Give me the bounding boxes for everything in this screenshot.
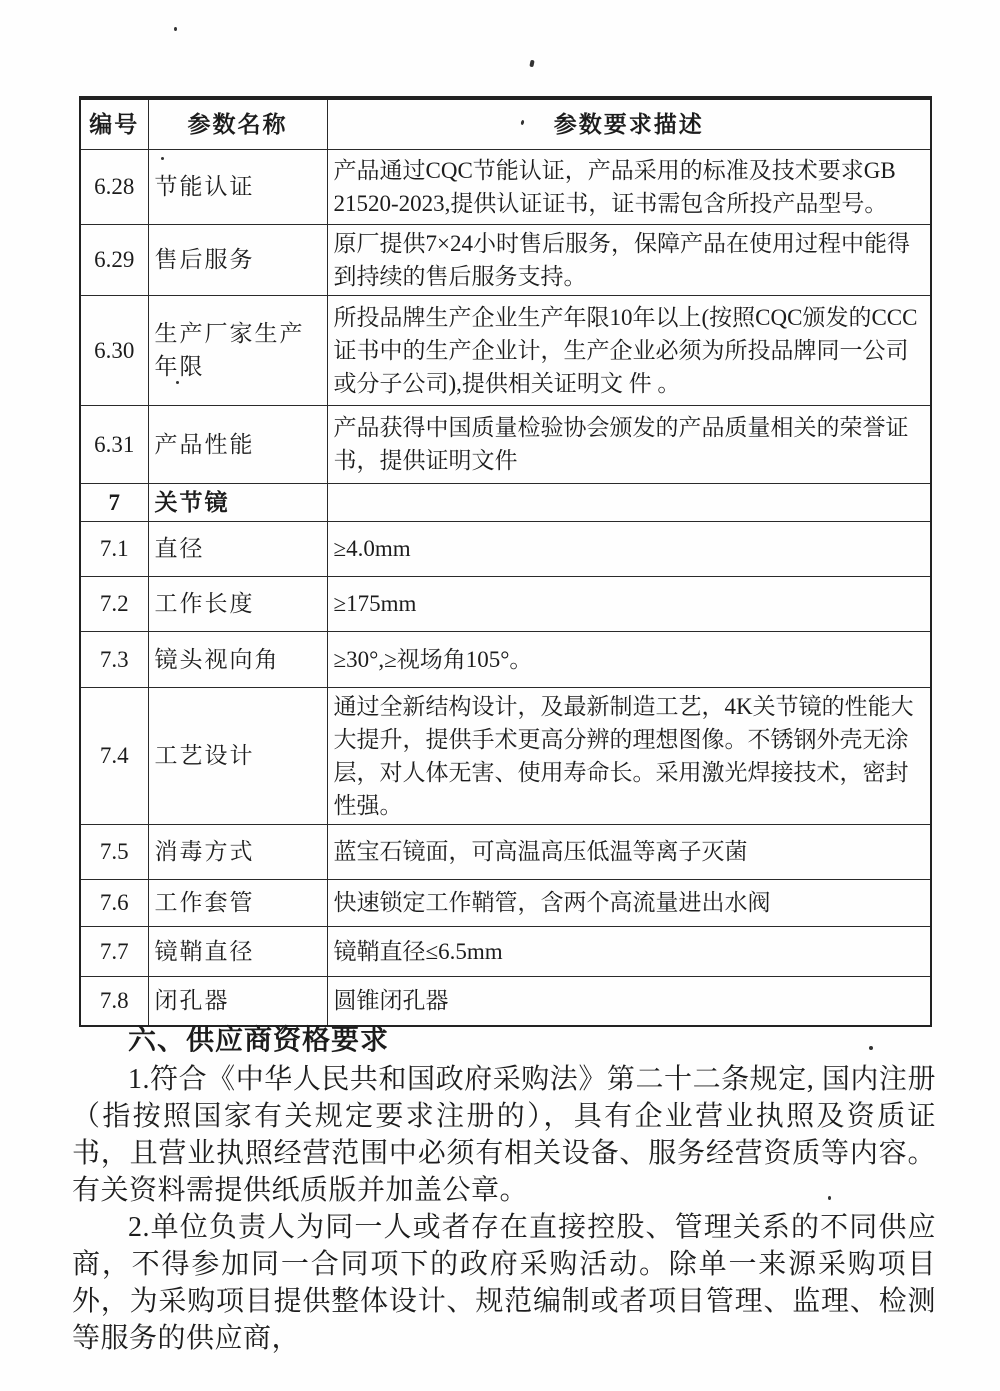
row-desc: 产品获得中国质量检验协会颁发的产品质量相关的荣誉证书，提供证明文件 [327, 405, 931, 483]
row-name: 工作长度 [148, 576, 327, 631]
row-desc: 蓝宝石镜面，可高温高压低温等离子灭菌 [327, 824, 931, 879]
row-desc: 所投品牌生产企业生产年限10年以上(按照CQC颁发的CCC证书中的生产企业计，生产企业必须为所投品牌同一公司或分子公司),提供相关证明文 件 。 [327, 295, 931, 405]
row-desc: 圆锥闭孔器 [327, 976, 931, 1026]
col-header-number: 编号 [80, 98, 148, 149]
row-id: 7 [80, 483, 148, 521]
row-id: 7.2 [80, 576, 148, 631]
row-id: 7.7 [80, 926, 148, 976]
row-name: 生产厂家生产年限 [148, 295, 327, 405]
row-id: 6.28 [80, 149, 148, 224]
spec-table-body [80, 149, 931, 1026]
table-row [80, 149, 931, 224]
row-name: 关节镜 [148, 483, 327, 521]
row-desc: 产品通过CQC节能认证，产品采用的标准及技术要求GB 21520-2023,提供认证证书，证书需包含所投产品型号。 [327, 149, 931, 224]
table-row [80, 224, 931, 295]
row-name: 镜头视向角 [148, 631, 327, 687]
requirement-paragraph-1: 1.符合《中华人民共和国政府采购法》第二十二条规定, 国内注册（指按照国家有关规定要求注册的），具有企业营业执照及资质证书，且营业执照经营范围中必须有相关设备、服务经营资质等内容。有关资料需提供纸质版并加盖公章。 [72, 1064, 936, 1206]
col-header-param-desc: 参数要求描述 [327, 98, 931, 149]
spec-table-header [80, 98, 931, 149]
row-desc: ≥4.0mm [327, 521, 931, 576]
scan-speck [869, 1046, 873, 1050]
row-desc: 镜鞘直径≤6.5mm [327, 926, 931, 976]
section-heading: 六、供应商资格要求 [128, 1025, 390, 1056]
row-id: 6.31 [80, 405, 148, 483]
header-row [80, 98, 931, 149]
table-row [80, 976, 931, 1026]
supplier-requirements-section [72, 1022, 936, 1357]
table-row [80, 824, 931, 879]
table-row [80, 295, 931, 405]
row-id: 6.30 [80, 295, 148, 405]
row-id: 7.8 [80, 976, 148, 1026]
requirement-paragraph-2: 2.单位负责人为同一人或者存在直接控股、管理关系的不同供应商，不得参加同一合同项下的政府采购活动。除单一来源采购项目外，为采购项目提供整体设计、规范编制或者项目管理、监理、检测等服务的供应商， [72, 1212, 936, 1354]
scan-speck [174, 27, 177, 31]
row-desc: ≥175mm [327, 576, 931, 631]
table-row [80, 483, 931, 521]
row-name: 节能认证 [148, 149, 327, 224]
row-desc: ≥30°,≥视场角105°。 [327, 631, 931, 687]
table-row [80, 521, 931, 576]
row-id: 7.6 [80, 879, 148, 926]
table-row [80, 687, 931, 824]
scan-speck [176, 381, 179, 384]
row-desc: 原厂提供7×24小时售后服务，保障产品在使用过程中能得到持续的售后服务支持。 [327, 224, 931, 295]
table-row [80, 576, 931, 631]
row-desc: 快速锁定工作鞘管，含两个高流量进出水阀 [327, 879, 931, 926]
row-id: 6.29 [80, 224, 148, 295]
table-row [80, 926, 931, 976]
scan-speck [161, 157, 164, 160]
row-name: 产品性能 [148, 405, 327, 483]
row-name: 售后服务 [148, 224, 327, 295]
row-id: 7.1 [80, 521, 148, 576]
scan-speck [529, 60, 534, 68]
table-row [80, 405, 931, 483]
row-desc: 通过全新结构设计，及最新制造工艺，4K关节镜的性能大大提升，提供手术更高分辨的理想图像。不锈钢外壳无涂层，对人体无害、使用寿命长。采用激光焊接技术，密封性强。 [327, 687, 931, 824]
table-row [80, 631, 931, 687]
row-id: 7.3 [80, 631, 148, 687]
row-name: 工艺设计 [148, 687, 327, 824]
row-desc [327, 483, 931, 521]
row-name: 镜鞘直径 [148, 926, 327, 976]
col-header-param-name: 参数名称 [148, 98, 327, 149]
row-id: 7.5 [80, 824, 148, 879]
row-name: 工作套管 [148, 879, 327, 926]
spec-table [79, 96, 932, 1027]
row-name: 消毒方式 [148, 824, 327, 879]
row-name: 闭孔器 [148, 976, 327, 1026]
row-id: 7.4 [80, 687, 148, 824]
row-name: 直径 [148, 521, 327, 576]
scan-speck [828, 1196, 831, 1200]
table-row [80, 879, 931, 926]
